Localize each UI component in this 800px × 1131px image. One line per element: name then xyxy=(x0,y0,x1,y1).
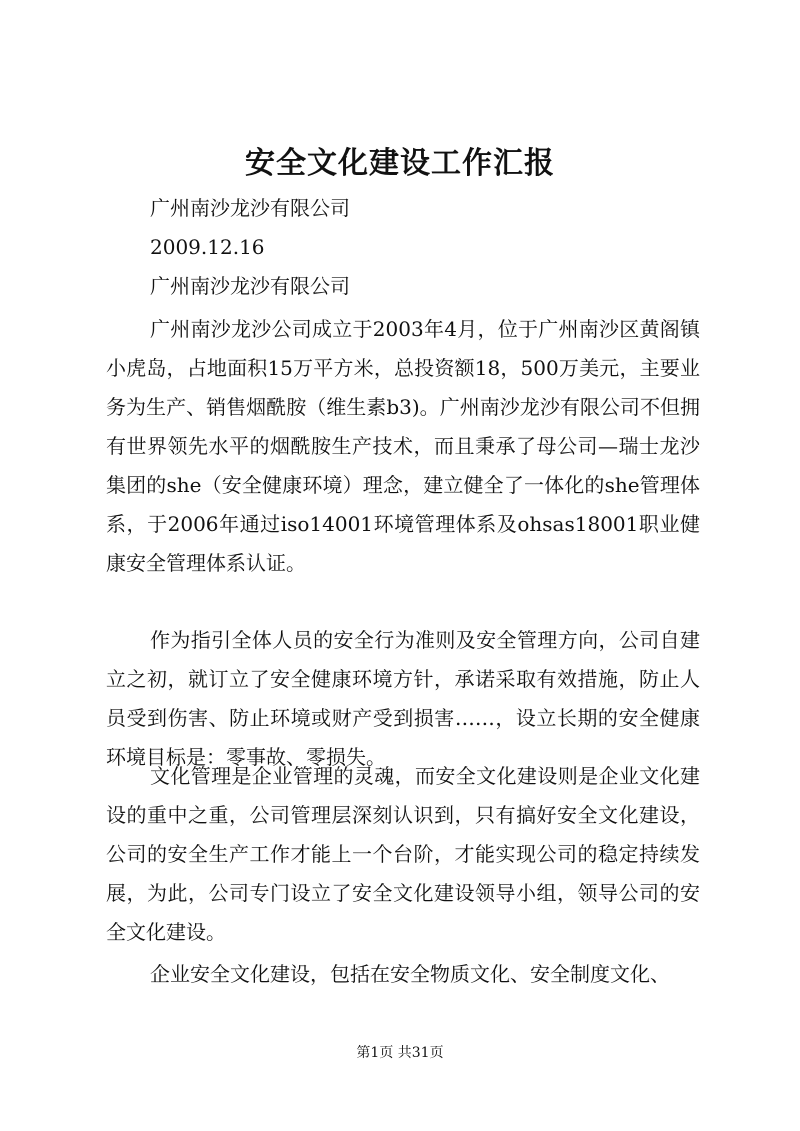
company-name-line: 广州南沙龙沙有限公司 xyxy=(150,196,350,220)
paragraph-culture-building: 企业安全文化建设，包括在安全物质文化、安全制度文化、 xyxy=(150,962,670,986)
report-date: 2009.12.16 xyxy=(150,235,265,259)
page-footer-indicator: 第1页 共31页 xyxy=(356,1045,444,1061)
company-name-line-repeat: 广州南沙龙沙有限公司 xyxy=(150,274,350,298)
paragraph-culture-management: 文化管理是企业管理的灵魂，而安全文化建设则是企业文化建设的重中之重，公司管理层深刻认识到，只有搞好安全文化建设，公司的安全生产工作才能上一个台阶，才能实现公司的稳定持续发展，为此，公司专门设立了安全文化建设领导小组，领导公司的安全文化建设。 xyxy=(106,764,700,944)
paragraph-company-intro: 广州南沙龙沙公司成立于2003年4月，位于广州南沙区黄阁镇小虎岛，占地面积15万平方米，总投资额18，500万美元，主要业务为生产、销售烟酰胺（维生素b3)。广州南沙龙沙有限公司不但拥有世界领先水平的烟酰胺生产技术，而且秉承了母公司—瑞士龙沙集团的she（安全健康环境）理念，建立健全了一体化的she管理体系，于2006年通过iso14001环境管理体系及ohsas18001职业健康安全管理体系认证。 xyxy=(106,317,700,575)
document-title: 安全文化建设工作汇报 xyxy=(245,146,555,181)
paragraph-safety-policy: 作为指引全体人员的安全行为准则及安全管理方向，公司自建立之初，就订立了安全健康环境方针，承诺采取有效措施，防止人员受到伤害、防止环境或财产受到损害……，设立长期的安全健康环境目标是：零事故、零损失。 xyxy=(106,628,700,769)
